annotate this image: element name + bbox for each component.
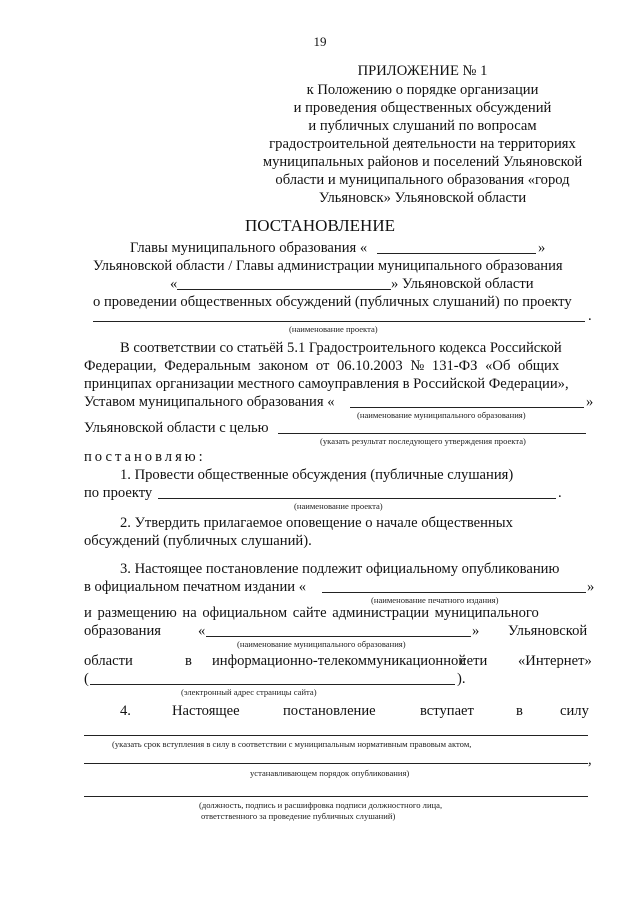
appendix-line: к Положению о порядке организации (306, 82, 539, 98)
item3-line: сети (460, 653, 488, 669)
blank-municipality (177, 289, 391, 290)
item1-line: . (558, 485, 562, 501)
item1-line: по проекту (84, 485, 153, 501)
item3-line: ( (84, 671, 89, 687)
blank-municipality (377, 253, 536, 254)
item3-line: образования (84, 623, 161, 639)
appendix-line: Ульяновск» Ульяновской области (318, 190, 527, 206)
preamble-line: » (586, 394, 594, 410)
decree-line: о проведении общественных обсуждений (публичных слушаний) по проекту (93, 294, 572, 310)
preamble-line: Ульяновской области с целью (84, 420, 269, 436)
item2-line: 2. Утвердить прилагаемое оповещение о начале общественных (120, 515, 513, 531)
blank-project-name (93, 321, 585, 322)
resolve-word: постановляю: (84, 449, 206, 465)
item3-line: и размещению на официальном сайте администрации муниципального (84, 605, 539, 621)
item4-word: вступает (420, 703, 474, 719)
appendix-line: градостроительной деятельности на территориях (269, 136, 576, 152)
item4-comma: , (588, 752, 592, 768)
item3-line: ). (457, 671, 466, 687)
decree-line: . (588, 308, 592, 324)
item4-word: Настоящее (172, 703, 240, 719)
blank-site-address (90, 684, 455, 685)
preamble-line: Федерации, Федеральным законом от 06.10.2003 № 131-ФЗ «Об общих (84, 358, 560, 374)
blank-effective-date (84, 763, 588, 764)
blank-project-name (158, 498, 556, 499)
decree-line: » (538, 240, 546, 256)
hint-project: (наименование проекта) (294, 501, 383, 511)
hint-signature: (должность, подпись и расшифровка подписи должностного лица, (199, 800, 443, 810)
item3-line: « (198, 623, 206, 639)
item3-line: » (472, 623, 480, 639)
item3-line: в (185, 653, 192, 669)
item3-line: области (84, 653, 133, 669)
hint-site: (электронный адрес страницы сайта) (181, 687, 317, 697)
item3-line: 3. Настоящее постановление подлежит официальному опубликованию (120, 561, 560, 577)
item4-word: постановление (283, 703, 376, 719)
preamble-line: принципах организации местного самоуправления в Российской Федерации», (84, 376, 569, 392)
decree-heading: ПОСТАНОВЛЕНИЕ (244, 216, 395, 235)
item2-line: обсуждений (публичных слушаний). (84, 533, 312, 549)
blank-effective-date (84, 735, 588, 736)
item4-word: силу (560, 703, 589, 719)
item4-word: в (516, 703, 523, 719)
item3-line: в официальном печатном издании « (84, 579, 307, 595)
appendix-line: муниципальных районов и поселений Ульяновской (262, 154, 583, 170)
decree-line: Главы муниципального образования « (130, 240, 368, 256)
hint-effective-date: устанавливающем порядок опубликования) (250, 768, 410, 778)
item3-line: » (587, 579, 595, 595)
appendix-line: и проведения общественных обсуждений (293, 100, 552, 116)
hint-municipality: (наименование муниципального образования) (237, 639, 406, 649)
item3-line: информационно-телекоммуникационной (212, 653, 467, 669)
decree-line: Ульяновской области / Главы администрации муниципального образования (93, 258, 563, 274)
hint-project: (наименование проекта) (289, 324, 378, 334)
hint-signature: ответственного за проведение публичных слушаний) (201, 811, 396, 821)
hint-municipality: (наименование муниципального образования) (357, 410, 526, 420)
item3-line: «Интернет» (518, 653, 592, 669)
item4-word: 4. (120, 703, 131, 719)
hint-effective-date: (указать срок вступления в силу в соответствии с муниципальным нормативным правовым актом, (112, 739, 472, 749)
appendix-line: и публичных слушаний по вопросам (308, 118, 537, 134)
decree-line: » Ульяновской области (391, 276, 534, 292)
hint-edition: (наименование печатного издания) (371, 595, 499, 605)
item1-line: 1. Провести общественные обсуждения (публичные слушания) (120, 467, 514, 483)
blank-edition (322, 592, 586, 593)
appendix-line: области и муниципального образования «город (275, 172, 570, 188)
preamble-line: В соответствии со статьёй 5.1 Градостроительного кодекса Российской (120, 340, 562, 356)
blank-municipality (206, 636, 471, 637)
blank-purpose (278, 433, 586, 434)
decree-line: « (170, 276, 178, 292)
preamble-line: Уставом муниципального образования « (84, 394, 335, 410)
blank-signature (84, 796, 588, 797)
blank-municipality (350, 407, 584, 408)
page-number: 19 (313, 34, 327, 49)
appendix-title: ПРИЛОЖЕНИЕ № 1 (357, 63, 488, 79)
hint-result: (указать результат последующего утверждения проекта) (320, 436, 526, 446)
item3-line: Ульяновской (508, 623, 588, 639)
